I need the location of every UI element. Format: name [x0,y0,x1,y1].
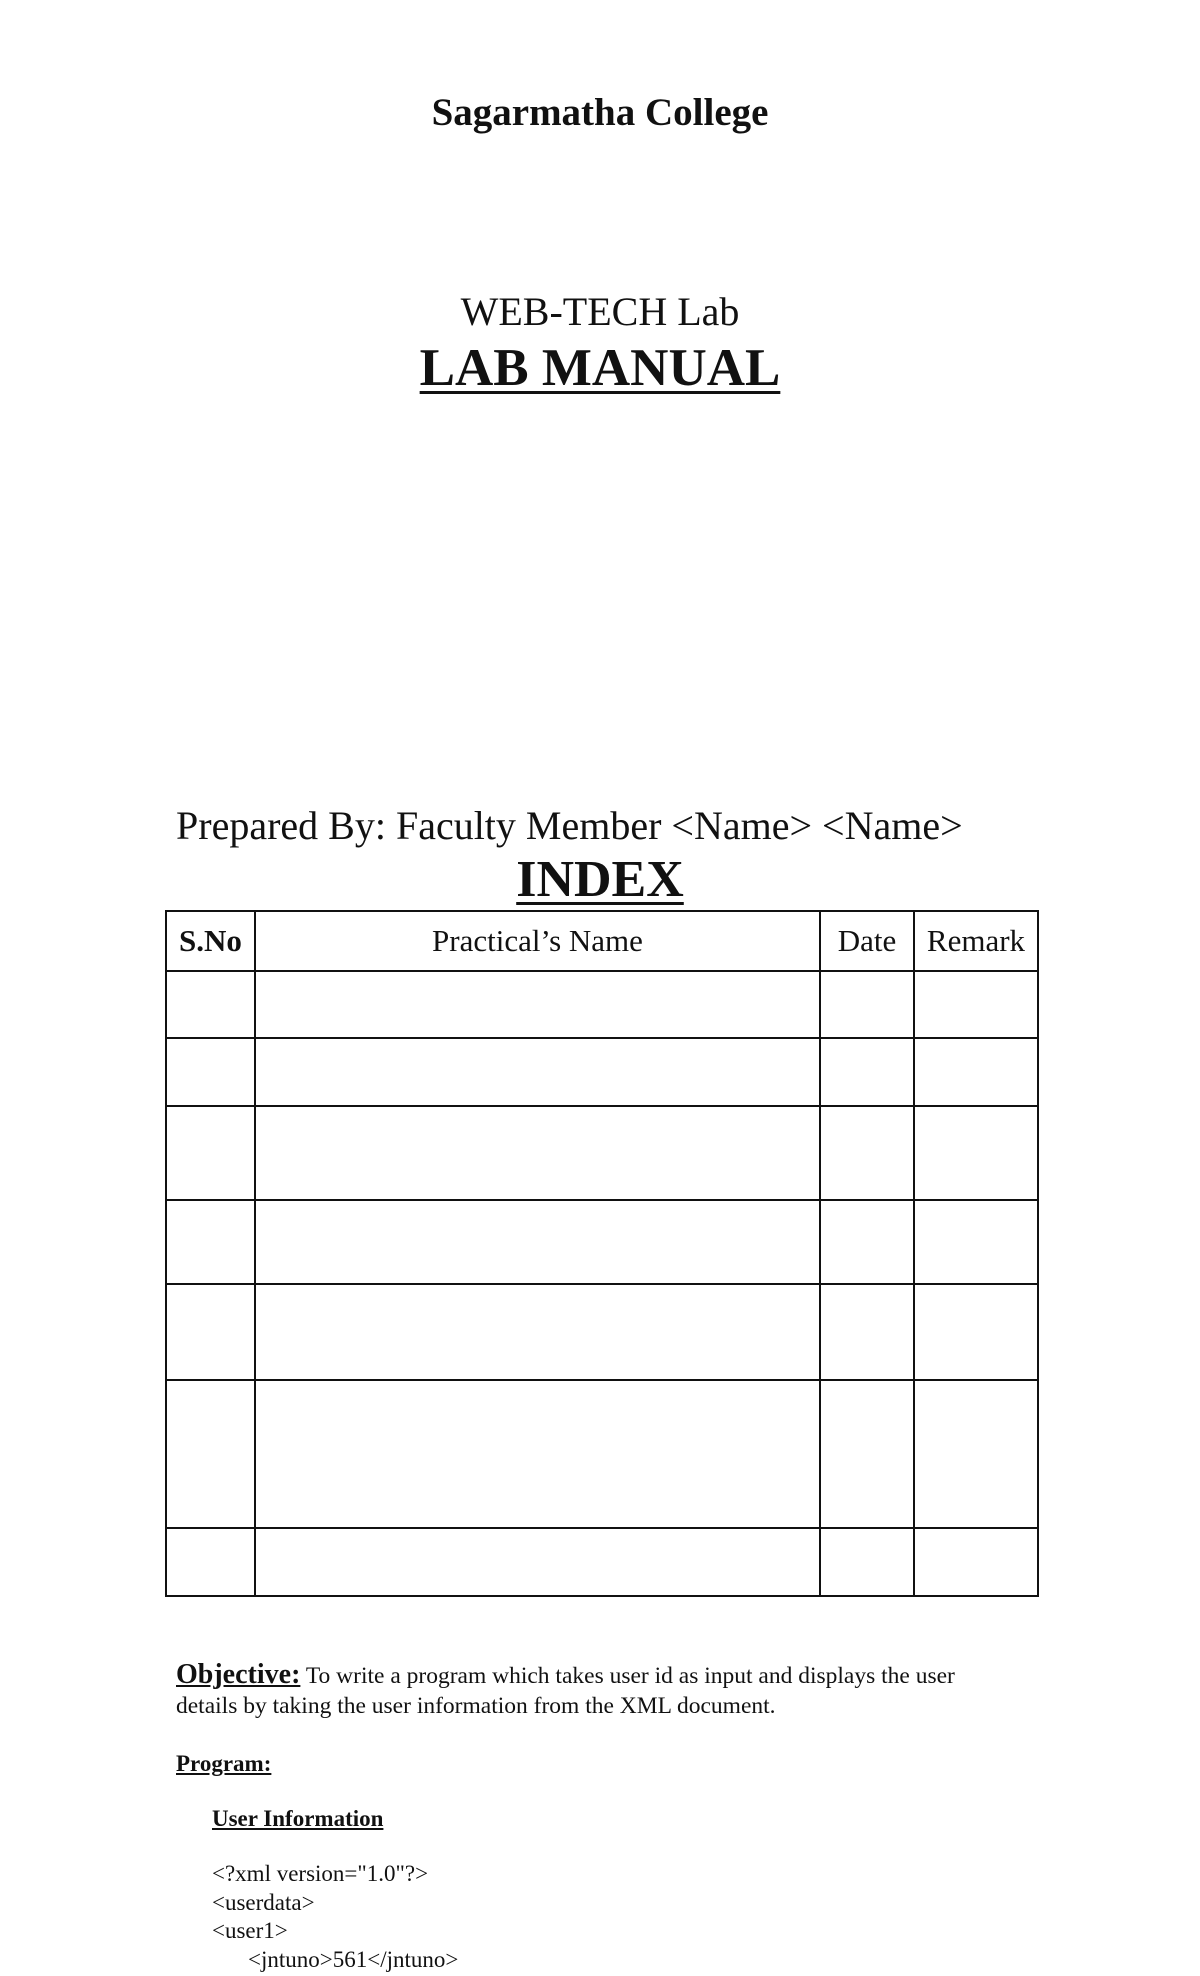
col-header-remark: Remark [914,911,1038,971]
code-line: <jntuno>561</jntuno> [248,1946,459,1972]
code-line: <?xml version="1.0"?> [212,1861,429,1886]
table-row [166,971,1038,1038]
cell-remark [914,1284,1038,1380]
code-line: <user1> [212,1918,288,1943]
objective-paragraph [176,1660,976,1721]
section-title: User Information [212,1806,384,1831]
table-row [166,1284,1038,1380]
table-row [166,1380,1038,1528]
cell-sno [166,1038,255,1106]
cell-sno [166,1528,255,1596]
objective-text: To write a program which takes user id as input and displays the user details by taking the user information from the XML document. [176,1663,955,1719]
cell-practical-name [255,1200,820,1284]
cell-date [820,1284,914,1380]
cell-remark [914,1200,1038,1284]
cell-sno [166,1200,255,1284]
cell-remark [914,1038,1038,1106]
cell-date [820,1200,914,1284]
index-title: INDEX [516,851,684,908]
cell-date [820,1106,914,1200]
cell-practical-name [255,1528,820,1596]
lab-name: WEB-TECH Lab [460,289,740,334]
cell-date [820,1528,914,1596]
cell-practical-name [255,971,820,1038]
cell-sno [166,1380,255,1528]
cell-remark [914,1528,1038,1596]
table-row [166,1200,1038,1284]
code-line: <userdata> [212,1889,315,1915]
cell-practical-name [255,1284,820,1380]
col-header-date: Date [820,911,914,971]
cell-remark [914,971,1038,1038]
cell-sno [166,1284,255,1380]
objective-label: Objective: [176,1659,301,1690]
program-label: Program: [176,1751,272,1776]
cell-date [820,1380,914,1528]
table-row [166,1528,1038,1596]
cell-sno [166,1106,255,1200]
cell-practical-name [255,1038,820,1106]
manual-title: LAB MANUAL [419,339,781,397]
code-block [212,1860,458,1974]
prepared-by: Prepared By: Faculty Member <Name> <Name> [176,803,963,848]
cell-sno [166,971,255,1038]
cell-date [820,1038,914,1106]
table-row [166,1106,1038,1200]
table-row [166,1038,1038,1106]
cell-practical-name [255,1106,820,1200]
index-table [165,910,1039,1597]
col-header-practical-name: Practical’s Name [255,911,820,971]
cell-practical-name [255,1380,820,1528]
cell-date [820,971,914,1038]
cell-remark [914,1380,1038,1528]
index-header-row [166,911,1038,971]
cell-remark [914,1106,1038,1200]
col-header-sno: S.No [166,911,255,971]
college-name: Sagarmatha College [431,91,769,134]
